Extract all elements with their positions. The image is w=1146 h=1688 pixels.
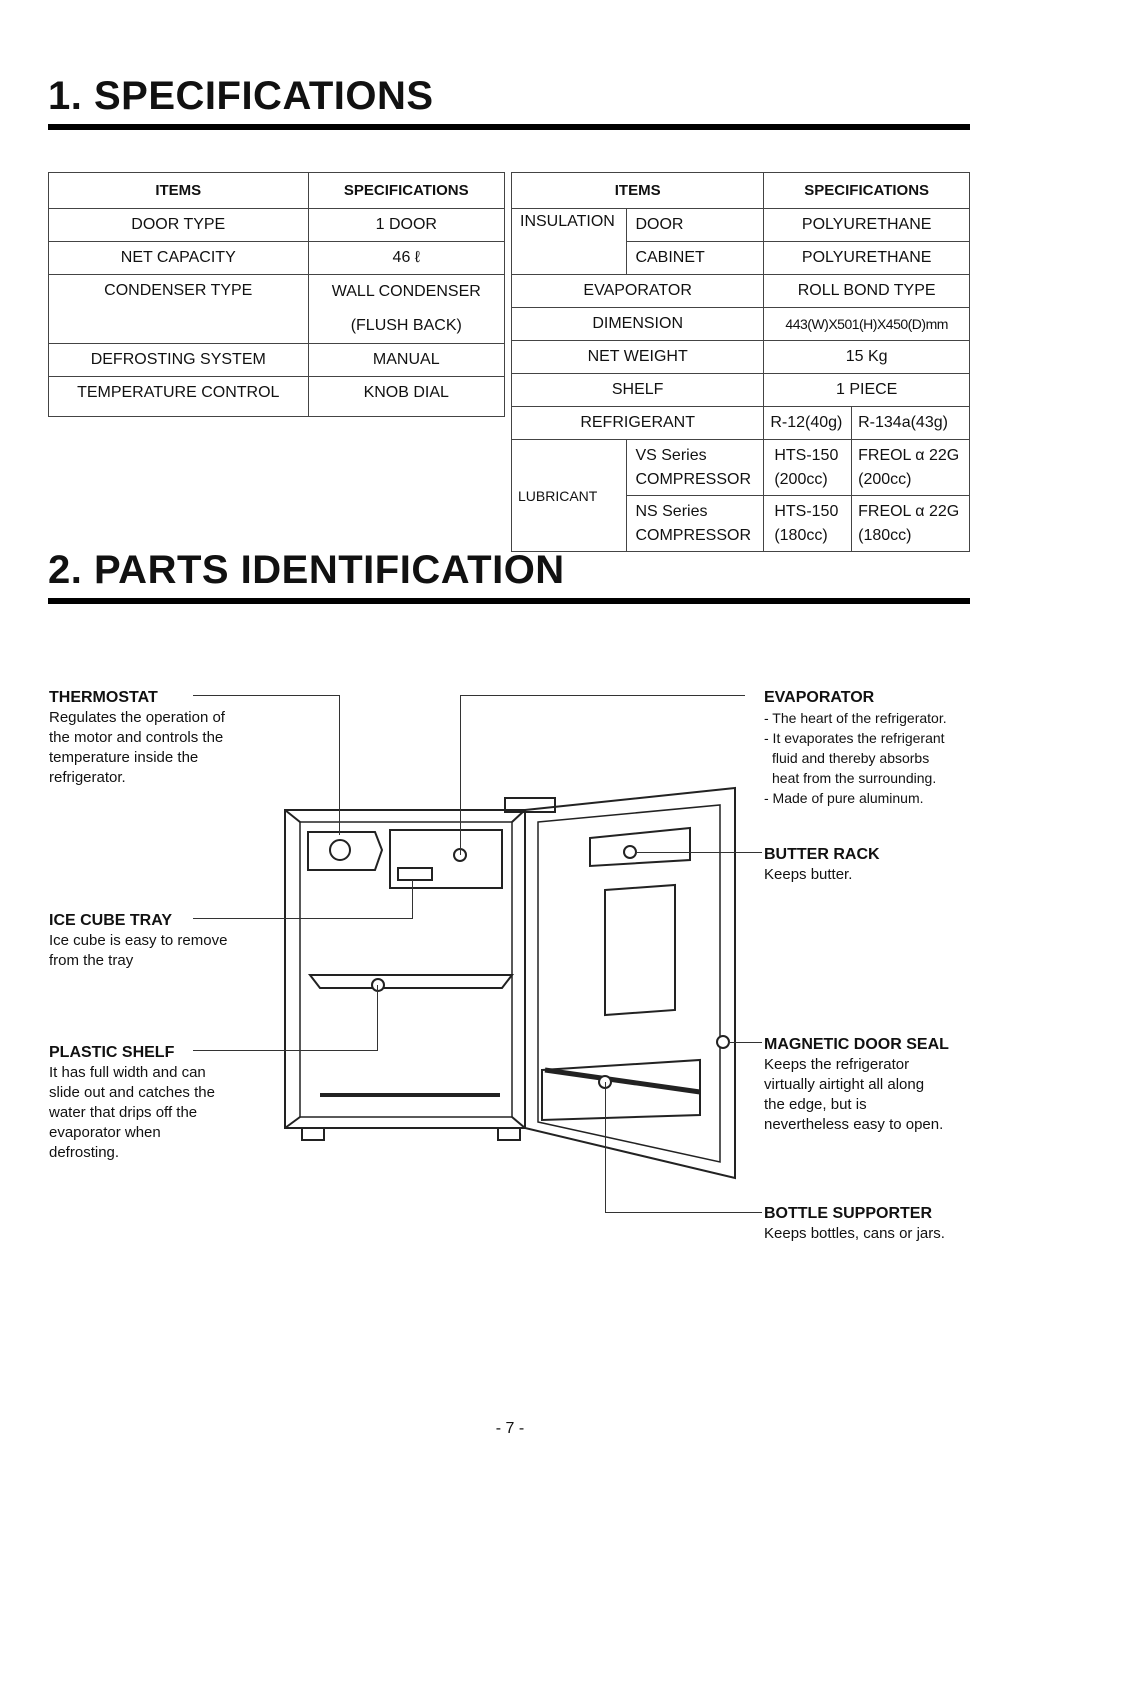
cell: TEMPERATURE CONTROL xyxy=(49,377,309,417)
spec-table-left xyxy=(48,172,505,417)
cell: R-12(40g) xyxy=(764,407,852,440)
specifications-heading: 1. SPECIFICATIONS xyxy=(48,74,434,118)
cell xyxy=(308,275,504,344)
cell-line: COMPRESSOR xyxy=(635,526,752,544)
cell: R-134a(43g) xyxy=(852,407,970,440)
label-title: BOTTLE SUPPORTER xyxy=(764,1205,933,1222)
label-line: virtually airtight all along xyxy=(764,1076,925,1093)
cell-line: HTS-150 xyxy=(774,446,839,464)
refrigerator-illustration xyxy=(280,770,740,1190)
cell-line: FREOL α 22G xyxy=(858,502,960,520)
label-title: THERMOSTAT xyxy=(49,689,158,706)
cell: EVAPORATOR xyxy=(512,275,764,308)
label-title: MAGNETIC DOOR SEAL xyxy=(764,1036,949,1053)
label-line: the edge, but is xyxy=(764,1096,867,1113)
cell: 15 Kg xyxy=(764,341,970,374)
thermostat-housing xyxy=(308,832,382,870)
cell: NET WEIGHT xyxy=(512,341,764,374)
cell-line: (FLUSH BACK) xyxy=(350,317,462,334)
cell: DOOR TYPE xyxy=(49,209,309,242)
label-line: nevertheless easy to open. xyxy=(764,1116,944,1133)
label-line: slide out and catches the xyxy=(49,1084,215,1101)
cell: 46 ℓ xyxy=(308,242,504,275)
cell: SHELF xyxy=(512,374,764,407)
cell: CABINET xyxy=(627,242,764,275)
label-butter-rack xyxy=(764,845,880,885)
header-specifications: SPECIFICATIONS xyxy=(764,173,970,209)
label-magnetic-door-seal xyxy=(764,1035,949,1135)
cell: DIMENSION xyxy=(512,308,764,341)
cell-line: HTS-150 xyxy=(774,502,839,520)
cell-line: FREOL α 22G xyxy=(858,446,960,464)
cell xyxy=(627,496,764,552)
label-line: evaporator when xyxy=(49,1124,161,1141)
heading-rule xyxy=(48,598,970,604)
thermostat-knob-icon xyxy=(330,840,350,860)
page-number: - 7 - xyxy=(495,1420,525,1437)
header-items: ITEMS xyxy=(512,173,764,209)
plastic-shelf xyxy=(310,975,512,988)
cell: DEFROSTING SYSTEM xyxy=(49,344,309,377)
cell: CONDENSER TYPE xyxy=(49,275,309,344)
cell-line: WALL CONDENSER xyxy=(331,283,481,300)
label-line: water that drips off the xyxy=(49,1104,198,1121)
label-ice-cube-tray xyxy=(49,911,227,971)
label-thermostat xyxy=(49,688,225,788)
cell: 1 PIECE xyxy=(764,374,970,407)
label-line: Keeps bottles, cans or jars. xyxy=(764,1225,945,1242)
cell: MANUAL xyxy=(308,344,504,377)
cell-line: COMPRESSOR xyxy=(635,470,752,488)
label-line: temperature inside the xyxy=(49,749,199,766)
cell xyxy=(852,496,970,552)
label-line: heat from the surrounding. xyxy=(772,770,937,786)
ice-cube-tray xyxy=(398,868,432,880)
label-line: fluid and thereby absorbs xyxy=(772,750,930,766)
cell: POLYURETHANE xyxy=(764,209,970,242)
cell xyxy=(764,440,852,496)
header-items: ITEMS xyxy=(49,173,309,209)
cell xyxy=(852,440,970,496)
label-line: - Made of pure aluminum. xyxy=(764,790,924,806)
cell: REFRIGERANT xyxy=(512,407,764,440)
label-line: It has full width and can xyxy=(49,1064,206,1081)
label-line: Keeps the refrigerator xyxy=(764,1056,910,1073)
parts-heading: 2. PARTS IDENTIFICATION xyxy=(48,548,565,592)
label-line: from the tray xyxy=(49,952,134,969)
cell: DOOR xyxy=(627,209,764,242)
cell: NET CAPACITY xyxy=(49,242,309,275)
butter-rack xyxy=(590,828,690,866)
cell-line: (200cc) xyxy=(858,470,912,488)
label-line: - It evaporates the refrigerant xyxy=(764,730,945,746)
label-bottle-supporter xyxy=(764,1204,945,1244)
cell: 443(W)X501(H)X450(D)mm xyxy=(764,308,970,341)
cell: ROLL BOND TYPE xyxy=(764,275,970,308)
cell xyxy=(627,440,764,496)
heading-rule xyxy=(48,124,970,130)
label-line: refrigerator. xyxy=(49,769,126,786)
cell: LUBRICANT xyxy=(512,440,627,552)
label-title: BUTTER RACK xyxy=(764,846,880,863)
label-line: Keeps butter. xyxy=(764,866,853,883)
label-title: EVAPORATOR xyxy=(764,689,875,706)
label-title: ICE CUBE TRAY xyxy=(49,912,172,929)
cell: 1 DOOR xyxy=(308,209,504,242)
label-line: - The heart of the refrigerator. xyxy=(764,710,947,726)
spec-table-right xyxy=(511,172,970,552)
label-line: Ice cube is easy to remove xyxy=(49,932,228,949)
cell-line: VS Series xyxy=(635,446,707,464)
label-line: the motor and controls the xyxy=(49,729,224,746)
label-line: defrosting. xyxy=(49,1144,120,1161)
cell xyxy=(764,496,852,552)
cell-line: (180cc) xyxy=(774,526,828,544)
cabinet-outline xyxy=(285,810,525,1128)
cell-line: (180cc) xyxy=(858,526,912,544)
label-title: PLASTIC SHELF xyxy=(49,1044,175,1061)
label-evaporator xyxy=(764,688,947,808)
cell: KNOB DIAL xyxy=(308,377,504,417)
cell-line: (200cc) xyxy=(774,470,828,488)
header-specifications: SPECIFICATIONS xyxy=(308,173,504,209)
label-line: Regulates the operation of xyxy=(49,709,225,726)
cell-line: NS Series xyxy=(635,502,708,520)
label-plastic-shelf xyxy=(49,1043,215,1163)
bottle-supporter-bar xyxy=(545,1070,700,1092)
cell: POLYURETHANE xyxy=(764,242,970,275)
cell: INSULATION xyxy=(512,209,627,275)
